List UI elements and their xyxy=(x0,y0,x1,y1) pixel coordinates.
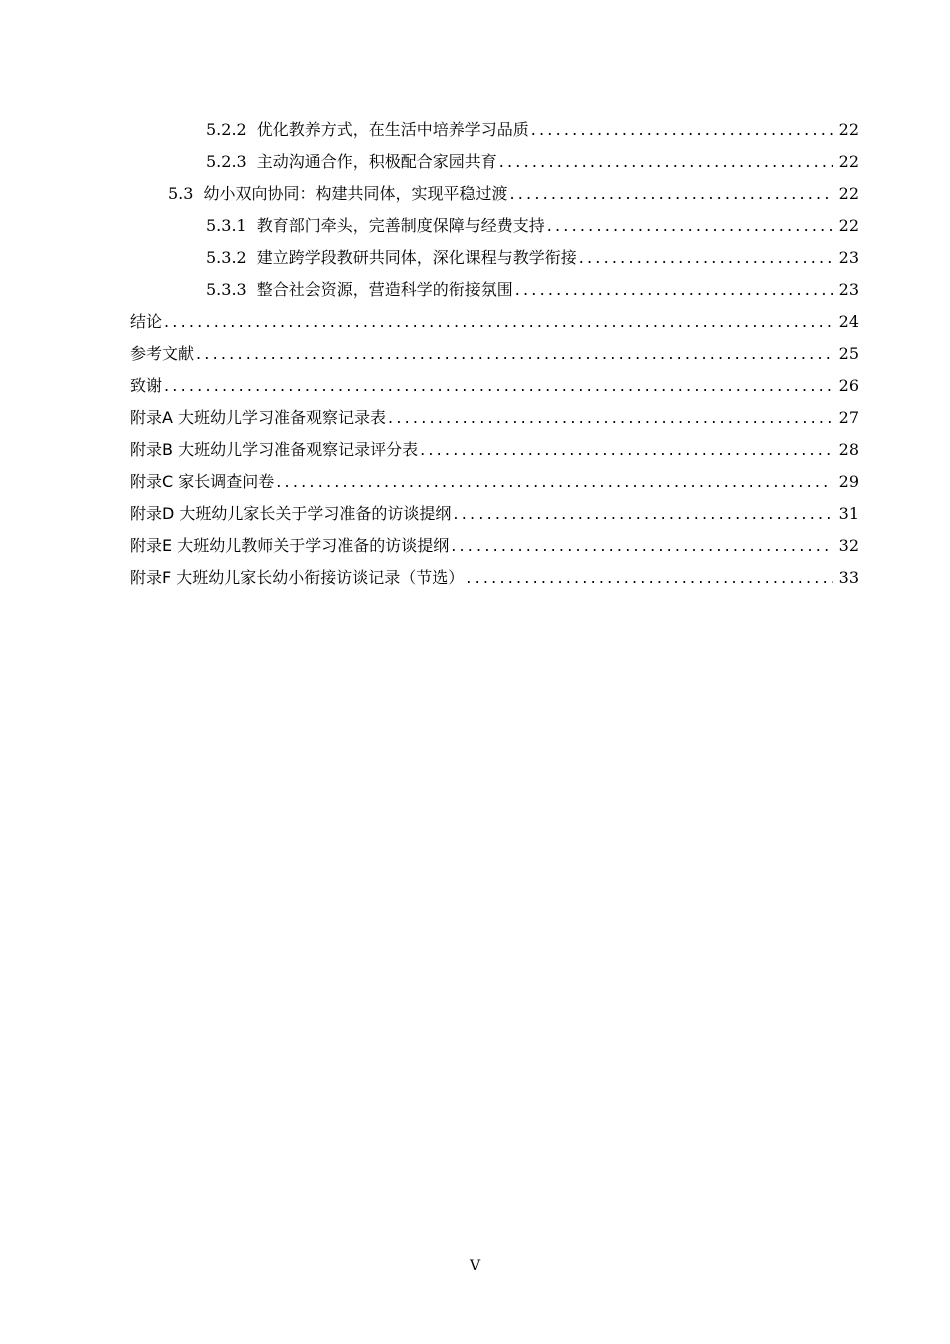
toc-entry-title: 建立跨学段教研共同体，深化课程与教学衔接 xyxy=(256,248,577,267)
toc-entry-number: 5.2.2 xyxy=(206,120,247,139)
toc-entry-appendix-c[interactable] xyxy=(0,466,950,498)
toc-entry-page: 22 xyxy=(838,216,859,235)
toc-entry-title: 幼小双向协同：构建共同体，实现平稳过渡 xyxy=(203,184,508,203)
toc-entry-page: 32 xyxy=(838,536,859,555)
toc-dot-leader xyxy=(531,114,833,146)
table-of-contents xyxy=(0,114,950,594)
toc-entry-title: 整合社会资源，营造科学的衔接氛围 xyxy=(256,280,513,299)
toc-dot-leader xyxy=(420,434,833,466)
toc-entry-page: 28 xyxy=(838,440,859,459)
toc-entry-title: 致谢 xyxy=(130,376,163,395)
toc-entry-5-3[interactable] xyxy=(0,178,950,210)
toc-dot-leader xyxy=(164,370,833,402)
toc-entry-number: 5.2.3 xyxy=(206,152,247,171)
toc-dot-leader xyxy=(579,242,833,274)
toc-entry-page: 23 xyxy=(838,280,859,299)
page-number: V xyxy=(469,1258,481,1274)
toc-entry-5-2-2[interactable] xyxy=(0,114,950,146)
toc-entry-page: 29 xyxy=(838,472,859,491)
toc-dot-leader xyxy=(515,274,833,306)
toc-entry-title: 附录E 大班幼儿教师关于学习准备的访谈提纲 xyxy=(130,536,450,555)
toc-entry-acknowledgements[interactable] xyxy=(0,370,950,402)
toc-entry-title: 结论 xyxy=(130,312,163,331)
toc-entry-page: 31 xyxy=(838,504,859,523)
toc-entry-appendix-a[interactable] xyxy=(0,402,950,434)
toc-entry-appendix-e[interactable] xyxy=(0,530,950,562)
toc-entry-page: 22 xyxy=(838,120,859,139)
toc-entry-page: 22 xyxy=(838,152,859,171)
toc-entry-title: 附录F 大班幼儿家长幼小衔接访谈记录（节选） xyxy=(130,568,465,587)
toc-dot-leader xyxy=(509,178,833,210)
toc-entry-page: 22 xyxy=(838,184,859,203)
toc-entry-conclusion[interactable] xyxy=(0,306,950,338)
toc-entry-page: 26 xyxy=(838,376,859,395)
toc-entry-page: 25 xyxy=(838,344,859,363)
toc-entry-title: 附录A 大班幼儿学习准备观察记录表 xyxy=(130,408,387,427)
toc-entry-number: 5.3 xyxy=(168,184,194,203)
toc-entry-title: 附录C 家长调查问卷 xyxy=(130,472,275,491)
toc-dot-leader xyxy=(466,562,833,594)
toc-dot-leader xyxy=(388,402,833,434)
toc-dot-leader xyxy=(164,306,833,338)
toc-dot-leader xyxy=(451,530,833,562)
toc-entry-page: 24 xyxy=(838,312,859,331)
toc-entry-number: 5.3.2 xyxy=(206,248,247,267)
toc-dot-leader xyxy=(453,498,833,530)
toc-entry-5-3-1[interactable] xyxy=(0,210,950,242)
toc-entry-title: 优化教养方式，在生活中培养学习品质 xyxy=(256,120,529,139)
toc-entry-page: 27 xyxy=(838,408,859,427)
toc-entry-5-3-2[interactable] xyxy=(0,242,950,274)
toc-entry-title: 附录D 大班幼儿家长关于学习准备的访谈提纲 xyxy=(130,504,452,523)
toc-entry-title: 参考文献 xyxy=(130,344,195,363)
toc-dot-leader xyxy=(547,210,833,242)
toc-entry-appendix-b[interactable] xyxy=(0,434,950,466)
toc-entry-appendix-d[interactable] xyxy=(0,498,950,530)
toc-entry-references[interactable] xyxy=(0,338,950,370)
toc-entry-5-3-3[interactable] xyxy=(0,274,950,306)
toc-dot-leader xyxy=(499,146,833,178)
toc-entry-page: 33 xyxy=(838,568,859,587)
toc-entry-5-2-3[interactable] xyxy=(0,146,950,178)
toc-dot-leader xyxy=(196,338,833,370)
toc-entry-title: 主动沟通合作，积极配合家园共育 xyxy=(256,152,497,171)
toc-entry-appendix-f[interactable] xyxy=(0,562,950,594)
toc-entry-title: 附录B 大班幼儿学习准备观察记录评分表 xyxy=(130,440,419,459)
toc-entry-page: 23 xyxy=(838,248,859,267)
toc-entry-number: 5.3.1 xyxy=(206,216,247,235)
toc-entry-title: 教育部门牵头，完善制度保障与经费支持 xyxy=(256,216,545,235)
toc-dot-leader xyxy=(276,466,833,498)
toc-entry-number: 5.3.3 xyxy=(206,280,247,299)
